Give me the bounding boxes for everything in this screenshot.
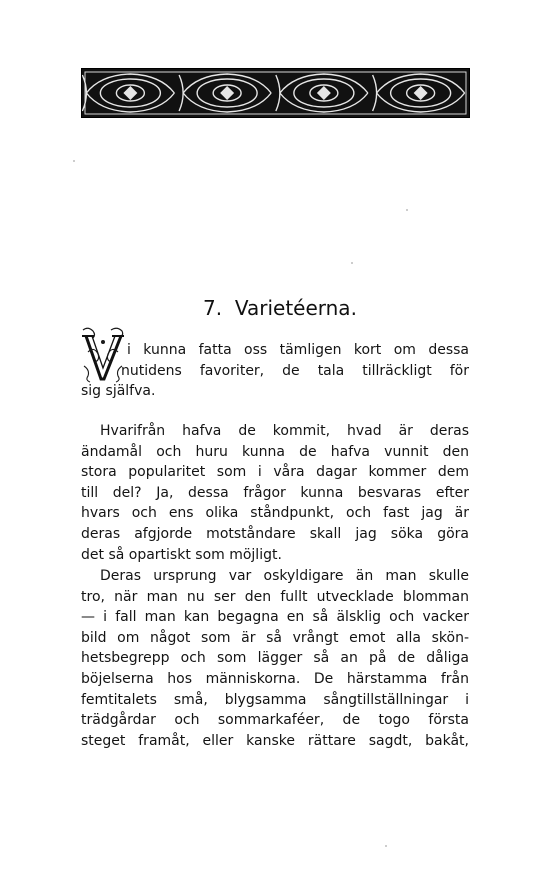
text-line: stora popularitet som i våra dagar kommer dem (81, 464, 469, 481)
text-line: femtitalets små, blygsamma sångtillställningar i (81, 691, 469, 708)
text-line: trädgårdar och sommarkaféer, de togo första (81, 712, 469, 729)
paragraph-2 (81, 421, 469, 565)
text-line: — i fall man kan begagna en så älsklig och vacker (81, 609, 469, 626)
text-line: det så opartiskt som möjligt. (81, 546, 282, 563)
chapter-title: 7. Varietéerna. (203, 296, 357, 320)
text-line: hetsbegrepp och som lägger så an på de dåliga (81, 650, 469, 667)
text-line: hvars och ens olika ståndpunkt, och fast jag är (81, 505, 469, 522)
text-line: i kunna fatta oss tämligen kort om dessa (127, 342, 469, 358)
text-line: nutidens favoriter, de tala tillräckligt för (121, 362, 469, 379)
text-line: Deras ursprung var oskyldigare än man skulle (100, 568, 469, 584)
text-line: ändamål och huru kunna de hafva vunnit den (81, 443, 469, 460)
text-line: Hvarifrån hafva de kommit, hvad är deras (100, 423, 469, 439)
text-line: deras afgjorde motståndare skall jag söka göra (81, 525, 469, 542)
text-line: bild om något som är så vrångt emot alla skön- (81, 629, 469, 646)
text-line: tro, när man nu ser den fullt utvecklade blomman (81, 588, 469, 605)
decorative-header-ornament (81, 68, 470, 118)
text-line: sig själfva. (81, 383, 156, 400)
text-line: till del? Ja, dessa frågor kunna besvaras efter (81, 484, 469, 501)
text-line: böjelserna hos människorna. De härstamma från (81, 670, 469, 687)
paragraph-1 (81, 340, 469, 402)
paragraph-3 (81, 566, 469, 751)
text-line: steget framåt, eller kanske rättare sagdt, bakåt, (81, 732, 469, 749)
